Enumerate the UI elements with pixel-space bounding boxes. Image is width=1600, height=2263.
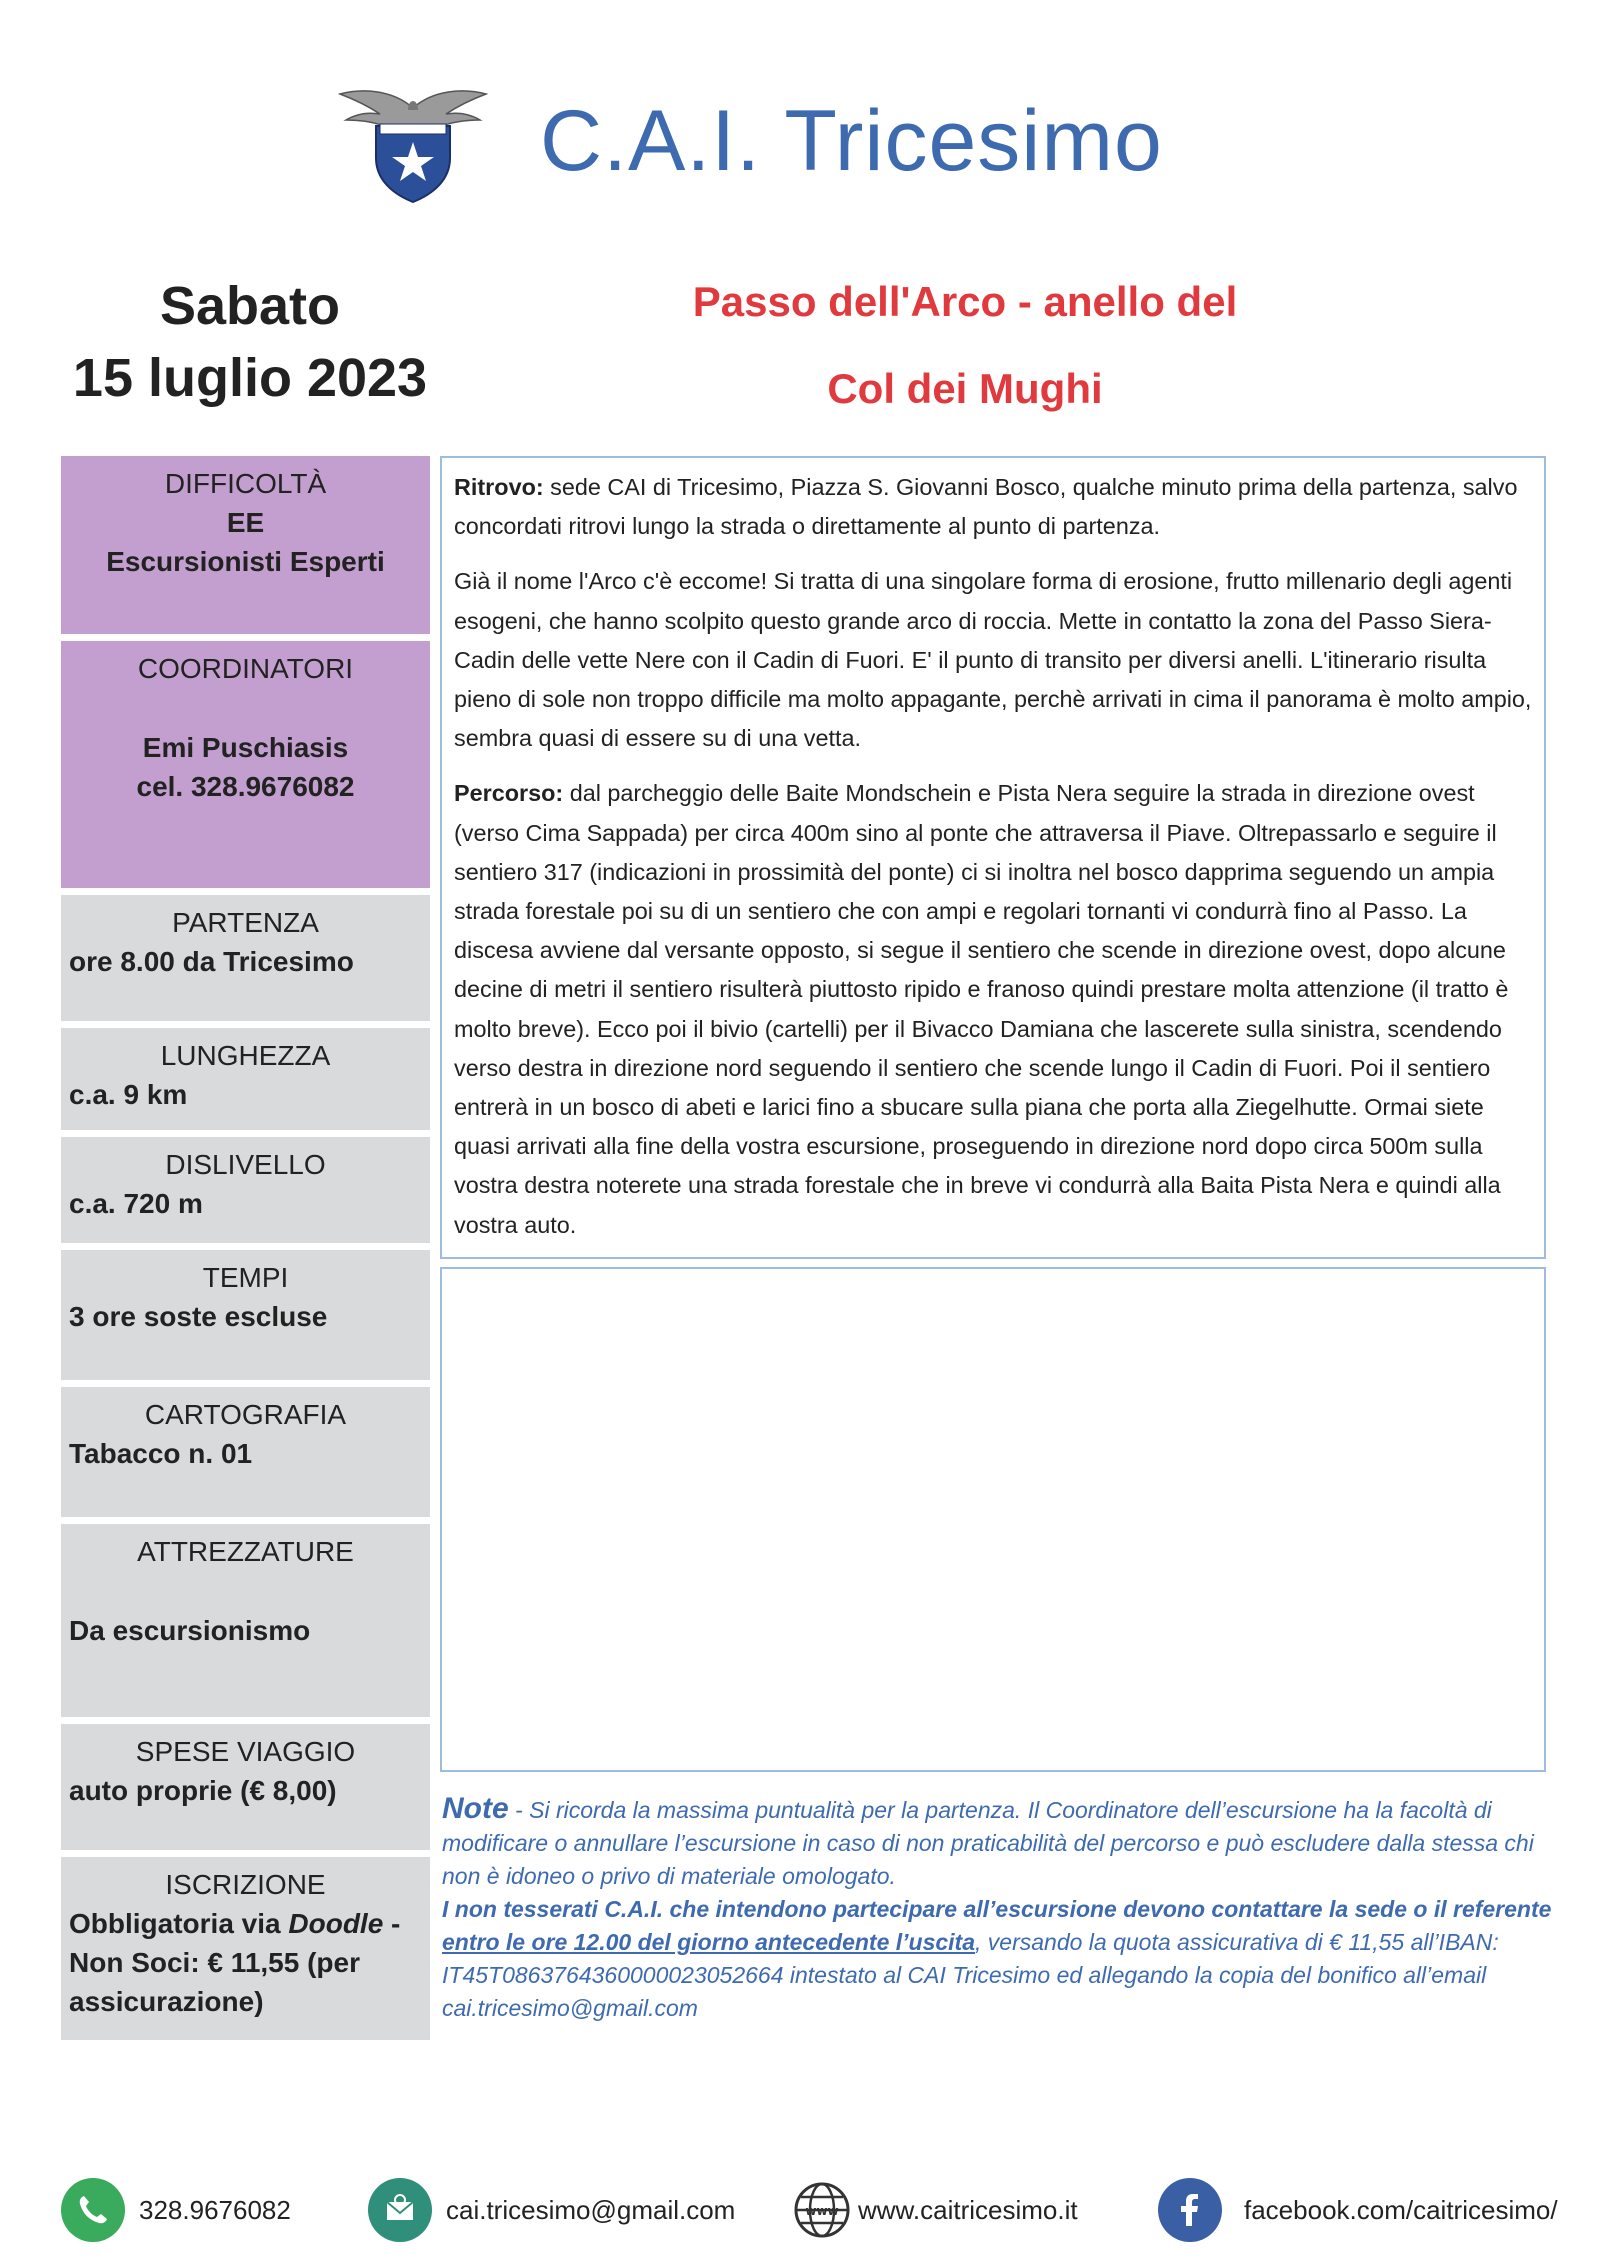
times-value: 3 ore soste escluse (69, 1301, 328, 1332)
length-box (61, 1028, 430, 1130)
route-text: dal parcheggio delle Baite Mondschein e Pista Nera seguire la strada in direzione ovest (verso Cima Sappada) per circa 400m sino al ponte che attraversa il Piave. Oltrepassarlo e seguire il sentiero 317 (indicazioni in prossimità del ponte) ci si inoltra nel bosco dapprima seguendo un ampia strada forestale poi su di un sentiero che con ampi e regolari tornanti vi condurrà fino al Passo. La discesa avviene dal versante opposto, si segue il sentiero che scende in direzione ovest, dopo alcune decine di metri il sentiero risulterà piuttosto ripido e franoso quindi prestare molta attenzione (il tratto è molto breve). Ecco poi il bivio (cartelli) per il Bivacco Damiana che lascerete sulla sinistra, scendendo verso destra in direzione nord seguendo il sentiero che scende lungo il Cadin di Fuori. Poi il sentiero entrerà in un bosco di abeti e larici fino a sbucare sulla piana che porta alla Ziegelhutte. Ormai siete quasi arrivati alla fine della vostra escursione, proseguendo in direzione nord dopo circa 500m sulla vostra destra noterete una strada forestale che in breve vi condurrà alla Baita Pista Nera e quindi alla vostra auto. (454, 780, 1509, 1238)
doodle-link: Doodle (288, 1908, 384, 1939)
times-label: TEMPI (202, 1262, 289, 1293)
trip-title-line2: Col dei Mughi (827, 365, 1103, 412)
meeting-point-text: sede CAI di Tricesimo, Piazza S. Giovanni Bosco, qualche minuto prima della partenza, salvo concordati ritrovi lungo la strada o direttamente al punto di partenza. (454, 474, 1518, 540)
cartography-label: CARTOGRAFIA (144, 1399, 347, 1430)
footer-phone-text: 328.9676082 (139, 2194, 291, 2225)
note-heading: Note (442, 1792, 509, 1825)
travel-costs-label: SPESE VIAGGIO (135, 1736, 356, 1767)
description-box (440, 456, 1546, 1259)
elevation-label: DISLIVELLO (165, 1149, 326, 1180)
equipment-label: ATTREZZATURE (137, 1536, 354, 1567)
footer-facebook-text: facebook.com/caitricesimo/ (1244, 2194, 1558, 2225)
difficulty-code: EE (226, 507, 265, 538)
route-paragraph (454, 774, 1532, 1244)
route-label: Percorso: (454, 780, 564, 807)
equipment-box (61, 1524, 430, 1717)
footer-website[interactable] (790, 2178, 1078, 2242)
elevation-box (61, 1137, 430, 1243)
coordinators-box (61, 641, 430, 888)
image-placeholder-box (440, 1267, 1546, 1772)
departure-box (61, 895, 430, 1021)
footer-facebook[interactable] (1158, 2178, 1558, 2242)
coordinator-phone: cel. 328.9676082 (136, 771, 355, 802)
event-full-date: 15 luglio 2023 (72, 348, 428, 408)
svg-text:www: www (805, 2204, 839, 2218)
elevation-value: c.a. 720 m (69, 1188, 203, 1219)
length-value: c.a. 9 km (69, 1079, 188, 1110)
length-label: LUNGHEZZA (160, 1040, 331, 1071)
footer-phone[interactable] (61, 2178, 291, 2242)
note-text-1: - Si ricorda la massima puntualità per la partenza. Il Coordinatore dell’escursione ha la facoltà di modificare o annullare l’escursione in caso di non praticabilità del percorso e può escludere dalla stessa chi non è idoneo o privo di materiale omologato. (442, 1797, 1534, 1889)
trip-title (600, 258, 1330, 432)
org-title: C.A.I. Tricesimo (540, 93, 1163, 189)
phone-icon (61, 2178, 125, 2242)
meeting-point (454, 468, 1532, 546)
trip-title-line1: Passo dell'Arco - anello del (692, 278, 1238, 325)
map-info-box (61, 1387, 430, 1517)
footer-website-text: www.caitricesimo.it (858, 2194, 1078, 2225)
travel-costs-box (61, 1724, 430, 1850)
equipment-value: Da escursionismo (69, 1615, 311, 1646)
facebook-icon (1158, 2178, 1222, 2242)
meeting-point-label: Ritrovo: (454, 474, 544, 500)
coordinator-name: Emi Puschiasis (142, 732, 349, 763)
event-date (40, 270, 460, 414)
times-box (61, 1250, 430, 1380)
cai-logo (338, 80, 488, 205)
registration-label: ISCRIZIONE (165, 1869, 326, 1900)
cartography-value: Tabacco n. 01 (69, 1438, 253, 1469)
difficulty-box (61, 456, 430, 634)
intro-paragraph: Già il nome l'Arco c'è eccome! Si tratta di una singolare forma di erosione, frutto millenario degli agenti esogeni, che hanno scolpito questo grande arco di roccia. Mette in contatto la zona del Passo Siera-Cadin delle vette Nere con il Cadin di Fuori. E' il punto di transito per diversi anelli. L'itinerario risulta pieno di sole non troppo difficile ma molto appagante, perchè arrivati in cima il panorama è molto ampio, sembra quasi di essere su di una vetta. (454, 568, 1532, 752)
globe-icon (790, 2178, 854, 2242)
difficulty-label: DIFFICOLTÀ (164, 468, 327, 499)
footer-email-text: cai.tricesimo@gmail.com (446, 2194, 736, 2225)
registration-box (61, 1857, 430, 2040)
note-bold-text: I non tesserati C.A.I. che intendono partecipare all’escursione devono contattare la sede o il referente (442, 1896, 1552, 1922)
departure-value: ore 8.00 da Tricesimo (69, 946, 354, 977)
note-deadline: entro le ore 12.00 del giorno antecedente l’uscita (442, 1929, 975, 1955)
email-icon (368, 2178, 432, 2242)
departure-label: PARTENZA (172, 907, 319, 938)
note-text-2: , versando la quota assicurativa di € 11,55 all’IBAN: IT45T0863764360000023052664 intestato al CAI Tricesimo ed allegando la copia del bonifico all’email cai.tricesimo@gmail.com (442, 1929, 1499, 2021)
registration-value: Obbligatoria via Doodle - Non Soci: € 11,55 (per assicurazione) (69, 1908, 401, 2017)
coordinators-label: COORDINATORI (137, 653, 354, 684)
note-section (442, 1792, 1552, 2025)
travel-costs-value: auto proprie (€ 8,00) (69, 1775, 337, 1806)
event-weekday: Sabato (159, 276, 341, 336)
footer-email[interactable] (368, 2178, 735, 2242)
difficulty-desc: Escursionisti Esperti (106, 546, 385, 577)
